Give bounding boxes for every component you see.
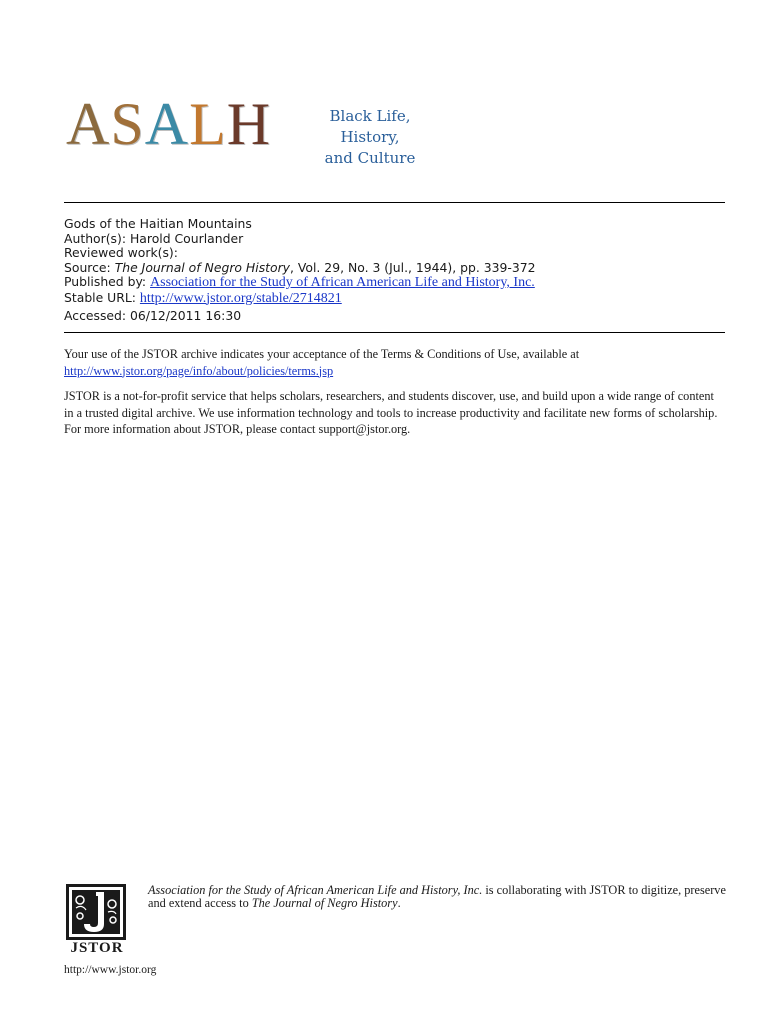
- source-label: Source:: [64, 259, 111, 275]
- terms-link[interactable]: http://www.jstor.org/page/info/about/policies/terms.jsp: [64, 363, 334, 378]
- jstor-description: JSTOR is a not-for-profit service that helps scholars, researchers, and students discover, use, and build upon a wide range of content in a trusted digital archive. We use information technology and tools to increase productivity and facilitate new forms of scholarship. For more information about JSTOR, please contact support@jstor.org.: [64, 389, 718, 436]
- logo-letter: H: [226, 91, 272, 157]
- accessed-date: Accessed: 06/12/2011 16:30: [64, 308, 242, 323]
- stable-url-link[interactable]: http://www.jstor.org/stable/2714821: [139, 290, 342, 306]
- jstor-logo: [66, 884, 130, 956]
- logo-tagline: [300, 106, 440, 169]
- source-row: [64, 261, 724, 276]
- stable-url-row: [64, 291, 724, 307]
- published-row: [64, 275, 724, 291]
- footer-text-mid: is collaborating with JSTOR to digitize, preserve and extend access to: [148, 883, 726, 910]
- reviewed-works-row: Reviewed work(s):: [64, 245, 178, 260]
- logo-letter: S: [110, 91, 145, 157]
- logo-letter: L: [189, 91, 227, 157]
- tagline-line-1: Black Life, History,: [329, 107, 411, 146]
- collaboration-notice: [148, 884, 728, 910]
- published-label: Published by:: [64, 274, 147, 289]
- stable-url-label: Stable URL:: [64, 289, 136, 305]
- publisher-link[interactable]: Association for the Study of African American Life and History, Inc.: [150, 275, 535, 290]
- logo-letter: A: [144, 91, 190, 157]
- footer-journal: The Journal of Negro History: [251, 896, 398, 910]
- top-divider: [64, 202, 725, 203]
- footer-org: Association for the Study of African American Life and History, Inc.: [148, 883, 483, 897]
- jstor-home-url[interactable]: http://www.jstor.org: [64, 964, 157, 976]
- source-details: , Vol. 29, No. 3 (Jul., 1944), pp. 339-372: [290, 259, 536, 275]
- jstor-logo-text: JSTOR: [70, 940, 124, 956]
- middle-divider: [64, 332, 725, 333]
- authors-row: [64, 232, 724, 247]
- article-title: Gods of the Haitian Mountains: [64, 216, 252, 231]
- logo-letter: A: [66, 91, 111, 157]
- asalh-logo: [66, 91, 272, 157]
- source-journal: The Journal of Negro History: [114, 259, 291, 275]
- footer-text-end: .: [397, 896, 401, 910]
- article-metadata: [64, 217, 724, 324]
- authors-value: Harold Courlander: [129, 230, 244, 246]
- terms-block: [64, 346, 724, 438]
- terms-notice: Your use of the JSTOR archive indicates your acceptance of the Terms & Conditions of Use, available at: [64, 347, 580, 361]
- authors-label: Author(s):: [64, 230, 127, 246]
- tagline-line-2: and Culture: [324, 149, 416, 167]
